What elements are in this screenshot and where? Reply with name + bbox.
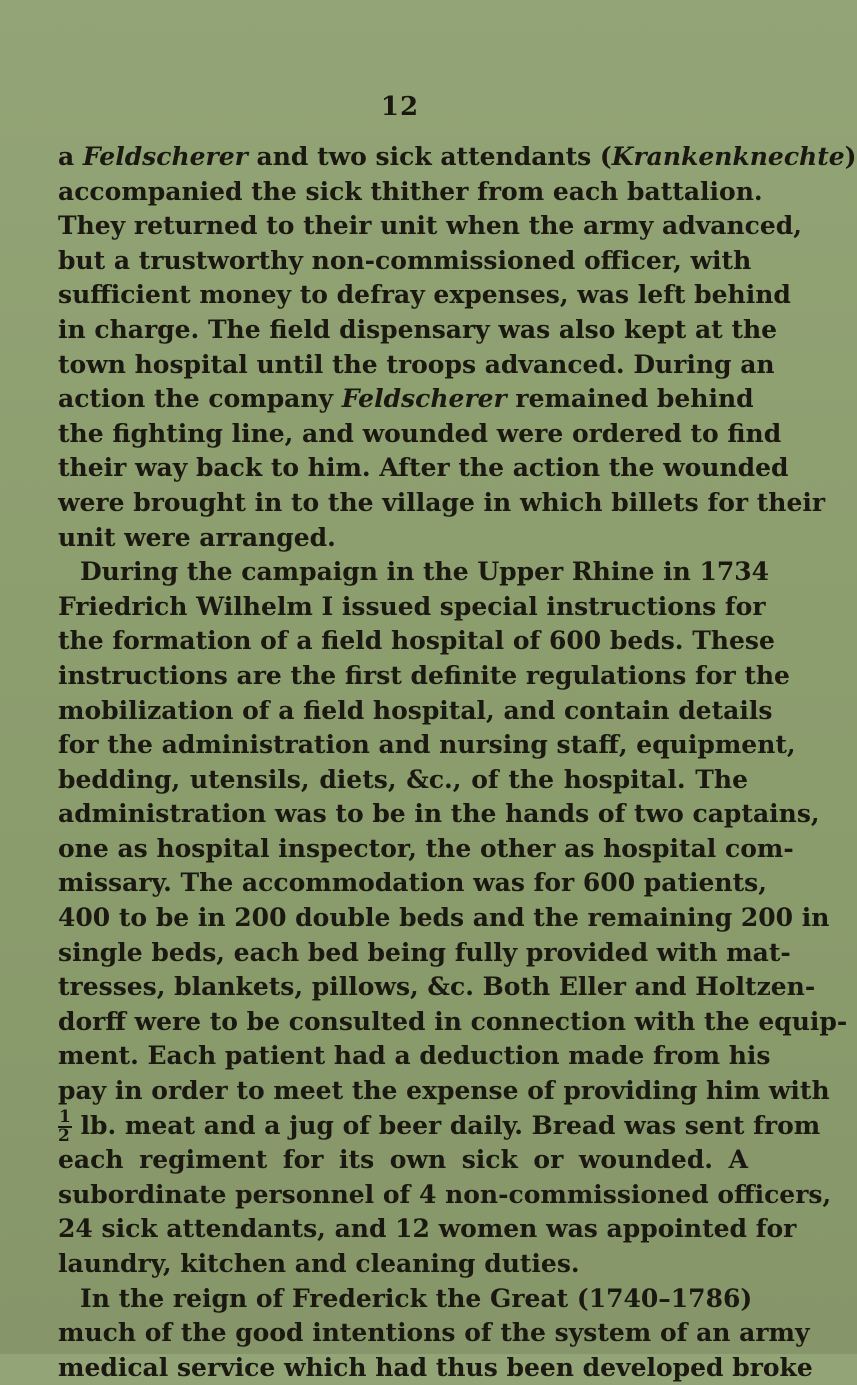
- text-line: $\frac{1}{2}$ lb. meat and a jug of beer daily. Bread was sent from: [58, 1107, 821, 1147]
- page-number: 12: [380, 92, 420, 122]
- text-line: 24 sick attendants, and 12 women was appointed for: [58, 1214, 797, 1244]
- text-line: bedding, utensils, diets, &c., of the hospital. The: [58, 764, 748, 794]
- text-line: sufficient money to defray expenses, was left behind: [58, 280, 791, 310]
- text-line: action the company Feldscherer remained behind: [58, 384, 754, 414]
- body-text: [58, 140, 857, 1385]
- text-line: 400 to be in 200 double beds and the remaining 200 in: [58, 903, 830, 933]
- text-line: During the campaign in the Upper Rhine in 1734: [80, 557, 770, 587]
- text-line: They returned to their unit when the army advanced,: [58, 211, 802, 241]
- text-line: their way back to him. After the action the wounded: [58, 453, 789, 483]
- text-line: single beds, each bed being fully provided with mat-: [58, 937, 791, 967]
- text-line: subordinate personnel of 4 non-commissioned officers,: [58, 1179, 832, 1209]
- text-line: In the reign of Frederick the Great (1740–1786): [80, 1283, 753, 1313]
- fraction-half: $\frac{1}{2}$: [58, 1107, 71, 1147]
- text-line: accompanied the sick thither from each battalion.: [58, 176, 763, 206]
- text-line: the formation of a field hospital of 600 beds. These: [58, 626, 775, 656]
- text-line: each regiment for its own sick or wounded. A: [58, 1145, 748, 1175]
- text-line: dorff were to be consulted in connection with the equip-: [58, 1006, 848, 1036]
- text-line: mobilization of a field hospital, and contain details: [58, 695, 773, 725]
- text-line: laundry, kitchen and cleaning duties.: [58, 1249, 580, 1278]
- text-line: missary. The accommodation was for 600 patients,: [58, 868, 767, 898]
- text-line: ment. Each patient had a deduction made from his: [58, 1041, 771, 1071]
- text-line: medical service which had thus been developed broke: [58, 1352, 813, 1382]
- text-line: instructions are the first definite regulations for the: [58, 660, 790, 690]
- text-line: pay in order to meet the expense of providing him with: [58, 1076, 830, 1106]
- text-line: for the administration and nursing staff, equipment,: [58, 730, 796, 760]
- text-line: in charge. The field dispensary was also kept at the: [58, 314, 778, 344]
- text-line: but a trustworthy non-commissioned officer, with: [58, 245, 752, 275]
- text-line: tresses, blankets, pillows, &c. Both Eller and Holtzen-: [58, 972, 816, 1002]
- text-line: Friedrich Wilhelm I issued special instructions for: [58, 591, 766, 621]
- text-line: town hospital until the troops advanced. During an: [58, 349, 775, 379]
- text-line: unit were arranged.: [58, 522, 336, 552]
- text-line: administration was to be in the hands of two captains,: [58, 799, 820, 829]
- text-line: the fighting line, and wounded were ordered to find: [58, 418, 782, 448]
- text-line: a Feldscherer and two sick attendants (Krankenknechte): [58, 142, 857, 171]
- text-line: were brought in to the village in which billets for their: [58, 487, 826, 517]
- text-line: much of the good intentions of the system of an army: [58, 1318, 810, 1348]
- text-line: one as hospital inspector, the other as hospital com-: [58, 833, 794, 863]
